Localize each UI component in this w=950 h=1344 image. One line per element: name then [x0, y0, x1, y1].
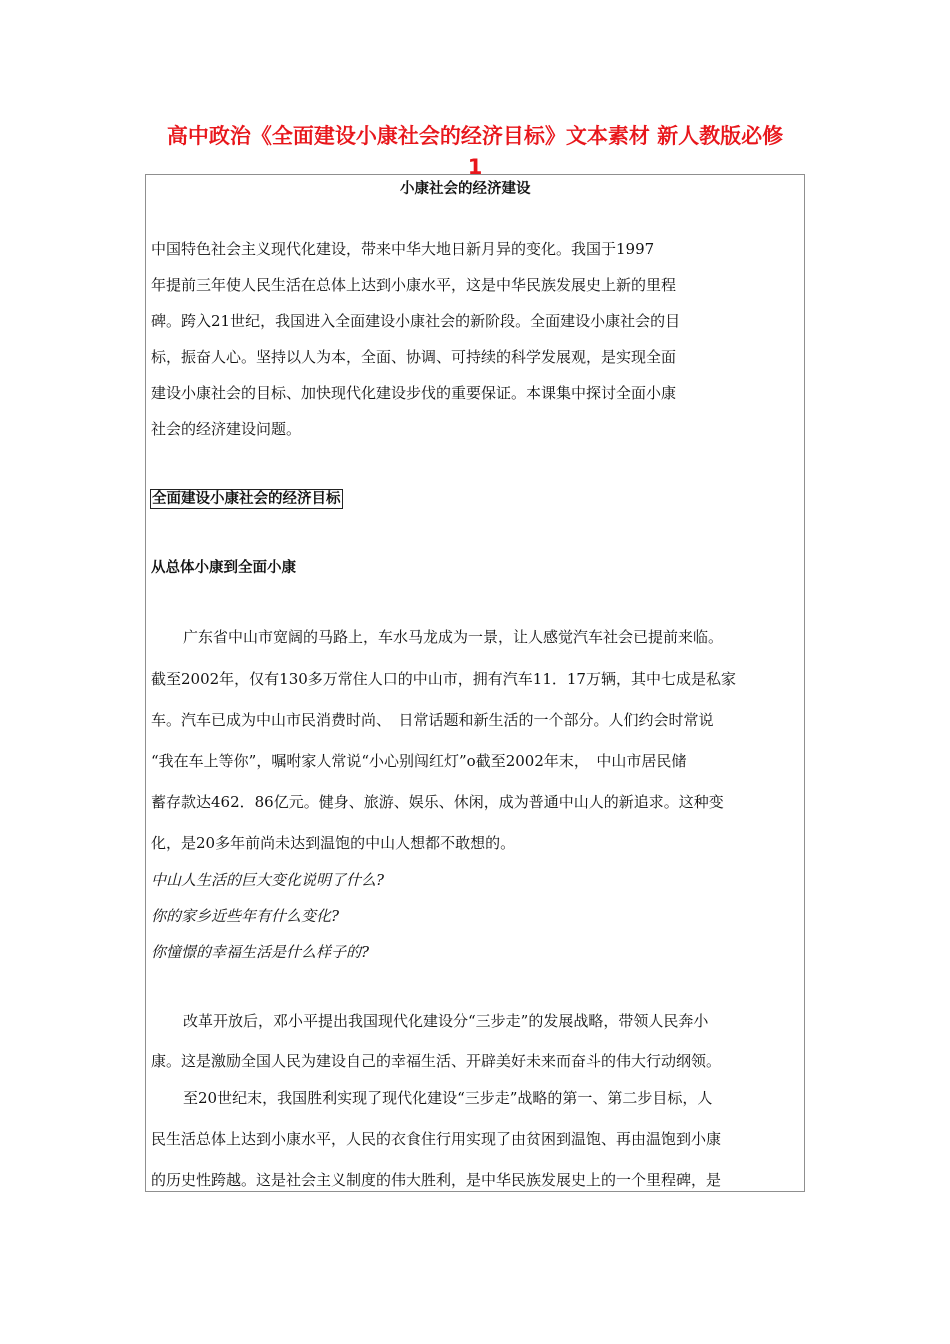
- para2-line-1: 改革开放后，邓小平提出我国现代化建设分“三步走”的发展战略，带领人民奔小: [183, 1012, 709, 1030]
- intro-line-1: 中国特色社会主义现代化建设，带来中华大地日新月异的变化。我国于1997: [151, 240, 655, 258]
- intro-line-6: 社会的经济建设问题。: [151, 420, 302, 438]
- intro-line-3: 碑。跨入21世纪，我国进入全面建设小康社会的新阶段。全面建设小康社会的目: [151, 312, 681, 330]
- para1-line-5: 蓄存款达462．86亿元。健身、旅游、娱乐、休闲，成为普通中山人的新追求。这种变: [151, 793, 724, 811]
- para3-line-2: 民生活总体上达到小康水平，人民的衣食住行用实现了由贫困到温饱、再由温饱到小康: [151, 1130, 722, 1148]
- subsection-heading: 从总体小康到全面小康: [151, 560, 296, 576]
- document-title-line-1: 高中政治《全面建设小康社会的经济目标》文本素材 新人教版必修: [166, 124, 784, 148]
- box-title: 小康社会的经济建设: [400, 181, 531, 197]
- para3-line-1: 至20世纪末，我国胜利实现了现代化建设“三步走”战略的第一、第二步目标，人: [183, 1089, 713, 1107]
- para1-line-4: “我在车上等你”，嘱咐家人常说“小心别闯红灯”o截至2002年末， 中山市居民储: [151, 752, 687, 770]
- para1-line-6: 化，是20多年前尚未达到温饱的中山人想都不敢想的。: [151, 834, 516, 852]
- intro-line-5: 建设小康社会的目标、加快现代化建设步伐的重要保证。本课集中探讨全面小康: [151, 384, 677, 402]
- para3-line-3: 的历史性跨越。这是社会主义制度的伟大胜利，是中华民族发展史上的一个里程碑，是: [151, 1171, 722, 1189]
- question-1: 中山人生活的巨大变化说明了什么?: [151, 871, 385, 889]
- para1-line-2: 截至2002年，仅有130多万常住人口的中山市，拥有汽车11．17万辆，其中七成是私家: [151, 670, 736, 688]
- question-3: 你憧憬的幸福生活是什么样子的?: [151, 943, 370, 961]
- question-2: 你的家乡近些年有什么变化?: [151, 907, 340, 925]
- intro-line-4: 标，振奋人心。坚持以人为本，全面、协调、可持续的科学发展观，是实现全面: [151, 348, 677, 366]
- para1-line-3: 车。汽车已成为中山市民消费时尚、 日常话题和新生活的一个部分。人们约会时常说: [151, 711, 714, 729]
- section-heading: 全面建设小康社会的经济目标: [152, 491, 341, 507]
- intro-line-2: 年提前三年使人民生活在总体上达到小康水平，这是中华民族发展史上新的里程: [151, 276, 677, 294]
- document-title-line-2: 1: [467, 155, 483, 179]
- para1-line-1: 广东省中山市宽阔的马路上，车水马龙成为一景，让人感觉汽车社会已提前来临。: [183, 628, 724, 646]
- para2-line-2: 康。这是激励全国人民为建设自己的幸福生活、开辟美好未来而奋斗的伟大行动纲领。: [151, 1052, 722, 1070]
